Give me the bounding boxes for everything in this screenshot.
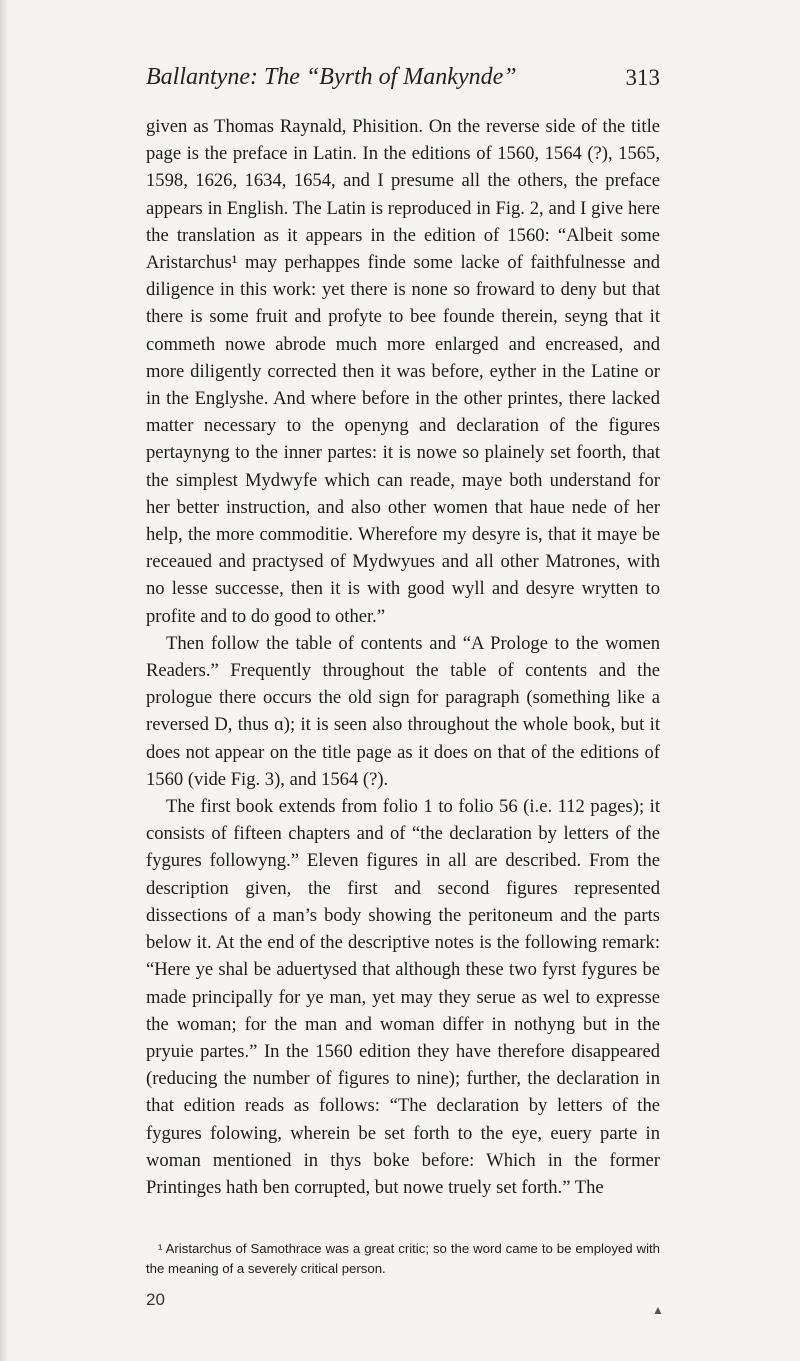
page-header — [146, 64, 660, 100]
body-text — [146, 113, 660, 1201]
page-number: 313 — [625, 65, 660, 90]
page-edge-shadow — [0, 0, 8, 1361]
running-title: Ballantyne: The “Byrth of Mankynde” — [146, 64, 517, 90]
paragraph-1: given as Thomas Raynald, Phisition. On the reverse side of the title page is the preface in Latin. In the editions of 1560, 1564 (?), 1565, 1598, 1626, 1634, 1654, and I presume all the others, the preface appears in English. The Latin is reproduced in Fig. 2, and I give here the translation as it appears in the edition of 1560: “Albeit some Aristarchus¹ may perhappes finde some lacke of faithfulnesse and diligence in this work: yet there is none so froward to deny but that there is some fruit and profyte to bee founde therein, seyng that it commeth nowe abrode much more enlarged and encreased, and more diligently corrected then it was before, eyther in the Latine or in the Englyshe. And where before in the other printes, there lacked matter necessary to the openyng and declaration of the figures pertaynyng to the inner partes: it is nowe so plainely set foorth, that the simplest Mydwyfe which can reade, maye both understand for her better instruction, and also other women that haue nede of her help, the more commoditie. Wherefore my desyre is, that it maye be receaued and practysed of Mydwyues and all other Matrones, with no lesse successe, then it is with good wyll and desyre wrytten to profite and to do good to other.” — [146, 116, 660, 627]
footnote — [146, 1239, 660, 1279]
paragraph-3: The first book extends from folio 1 to folio 56 (i.e. 112 pages); it consists of fifteen chapters and of “the declaration by letters of the fygures followyng.” Eleven figures in all are described. From the description given, the first and second figures represented dissections of a man’s body showing the peritoneum and the parts below it. At the end of the descriptive notes is the following remark: “Here ye shal be aduertysed that although these two fyrst fygures be made principally for ye man, yet may they serue as wel to expresse the woman; for the man and woman differ in nothyng but in the pryuie partes.” In the 1560 edition they have therefore disappeared (reducing the number of figures to nine); further, the declaration in that edition reads as follows: “The declaration by letters of the fygures folowing, wherein be set forth to the eye, euery parte in woman mentioned in thys boke before: Which in the former Printinges hath ben corrupted, but nowe truely set forth.” The — [146, 796, 660, 1198]
paragraph-2: Then follow the table of contents and “A Prologe to the women Readers.” Frequently throughout the table of contents and the prologue there occurs the old sign for paragraph (something like a reversed D, thus ɑ); it is seen also throughout the whole book, but it does not appear on the title page as it does on that of the editions of 1560 (vide Fig. 3), and 1564 (?). — [146, 632, 660, 790]
signature-mark: 20 — [146, 1290, 165, 1309]
printer-mark-icon: ▲ — [652, 1303, 664, 1317]
footnote-text: ¹ Aristarchus of Samothrace was a great critic; so the word came to be employed with the meaning of a severely critical person. — [146, 1241, 660, 1276]
